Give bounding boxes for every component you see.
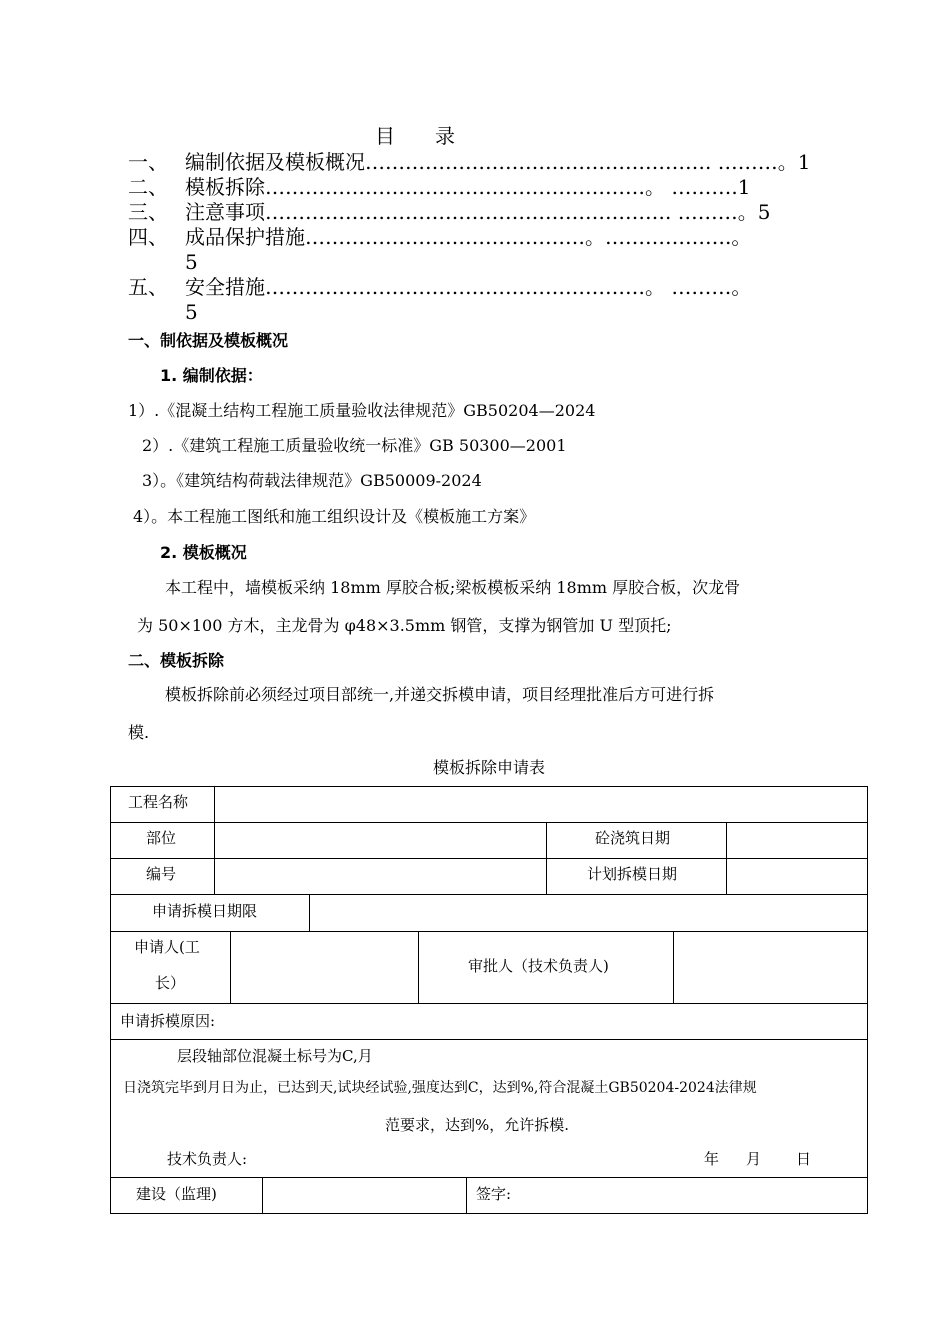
toc-item-title: 模板拆除 — [185, 175, 265, 199]
toc-item-page: 5 — [757, 200, 771, 224]
paragraph-line: 模. — [128, 723, 150, 742]
subsection-heading: 2. 模板概况 — [160, 543, 247, 562]
toc-item-title: 注意事项 — [185, 200, 265, 224]
toc-item-num: 四、 — [128, 225, 168, 249]
section-heading: 一、制依据及模板概况 — [128, 331, 289, 350]
reference-item: 3）。《建筑结构荷载法律规范》GB50009-2024 — [142, 471, 482, 490]
section-heading: 二、模板拆除 — [128, 651, 225, 670]
reason-text-line: 日浇筑完毕到月日为止，已达到天,试块经试验,强度达到C，达到%,符合混凝土GB50204-2024法律规 — [123, 1080, 757, 1096]
toc-item-leader: ……………………………………………………. ………。 — [265, 200, 758, 224]
label-number: 编号 — [146, 865, 177, 883]
approver-field[interactable] — [675, 933, 866, 1002]
supervision-field[interactable] — [264, 1179, 464, 1212]
label-apply-deadline: 申请拆模日期限 — [152, 902, 258, 920]
toc-item-leader: …………………………………………………。 ……… — [265, 175, 732, 199]
toc-item-title: 编制依据及模板概况 — [185, 150, 365, 174]
subsection-heading: 1. 编制依据： — [160, 366, 263, 385]
label-signature: 签字: — [476, 1185, 512, 1203]
reason-text-line: 层段轴部位混凝土标号为C,月 — [177, 1047, 373, 1065]
plan-date-field[interactable] — [728, 860, 866, 893]
label-month: 月 — [746, 1150, 762, 1168]
label-day: 日 — [796, 1150, 812, 1168]
toc-item-num: 五、 — [128, 275, 168, 299]
form-title: 模板拆除申请表 — [433, 758, 546, 777]
paragraph-line: 为 50×100 方木，主龙骨为 φ48×3.5mm 钢管，支撑为钢管加 U 型顶托; — [137, 616, 672, 635]
project-name-field[interactable] — [216, 788, 866, 821]
label-location: 部位 — [146, 829, 177, 847]
toc-item-page: 5 — [185, 250, 198, 274]
label-project-name: 工程名称 — [128, 793, 189, 811]
signature-field[interactable] — [520, 1179, 866, 1212]
reference-item: 1）.《混凝土结构工程施工质量验收法律规范》GB50204—2024 — [128, 401, 596, 420]
toc-item-num: 一、 — [128, 150, 168, 174]
toc-item-page: .1 — [731, 175, 751, 199]
number-field[interactable] — [216, 860, 544, 893]
toc-item-leader: ……………………………………。……………….。 — [305, 225, 752, 249]
location-field[interactable] — [216, 824, 544, 857]
label-pour-date: 砼浇筑日期 — [595, 829, 671, 847]
applicant-field[interactable] — [232, 933, 416, 1002]
label-applicant: 申请人(工 — [134, 938, 200, 956]
toc-item-page: 5 — [185, 300, 198, 324]
label-approver: 审批人（技术负责人) — [468, 957, 609, 975]
toc-item-leader: ……………………………………………. ………。 — [365, 150, 798, 174]
toc-item-title: 安全措施 — [185, 275, 265, 299]
apply-deadline-field[interactable] — [311, 896, 866, 930]
paragraph-line: 模板拆除前必须经过项目部统一,并递交拆模申请，项目经理批准后方可进行拆 — [165, 685, 715, 704]
toc-title: 目 录 — [375, 124, 455, 148]
label-tech-lead: 技术负责人: — [167, 1150, 248, 1168]
label-year: 年 — [704, 1150, 720, 1168]
toc-item-page: 1 — [797, 150, 811, 174]
label-supervision: 建设（监理) — [136, 1185, 217, 1203]
toc-item-num: 二、 — [128, 175, 168, 199]
pour-date-field[interactable] — [728, 824, 866, 857]
reason-text-line: 范要求，达到%，允许拆模. — [385, 1116, 570, 1134]
reference-item: 2）.《建筑工程施工质量验收统一标准》GB 50300—2001 — [142, 436, 567, 455]
toc-item-leader: …………………………………………………。 ………。 — [265, 275, 752, 299]
label-plan-date: 计划拆模日期 — [587, 865, 678, 883]
label-reason: 申请拆模原因: — [120, 1012, 216, 1030]
label-applicant-cont: 长） — [155, 974, 186, 992]
toc-item-title: 成品保护措施 — [185, 225, 305, 249]
toc-item-num: 三、 — [128, 200, 168, 224]
paragraph-line: 本工程中，墙模板采纳 18mm 厚胶合板;梁板模板采纳 18mm 厚胶合板，次龙骨 — [165, 578, 741, 597]
reference-item: 4）。本工程施工图纸和施工组织设计及《模板施工方案》 — [133, 507, 536, 526]
